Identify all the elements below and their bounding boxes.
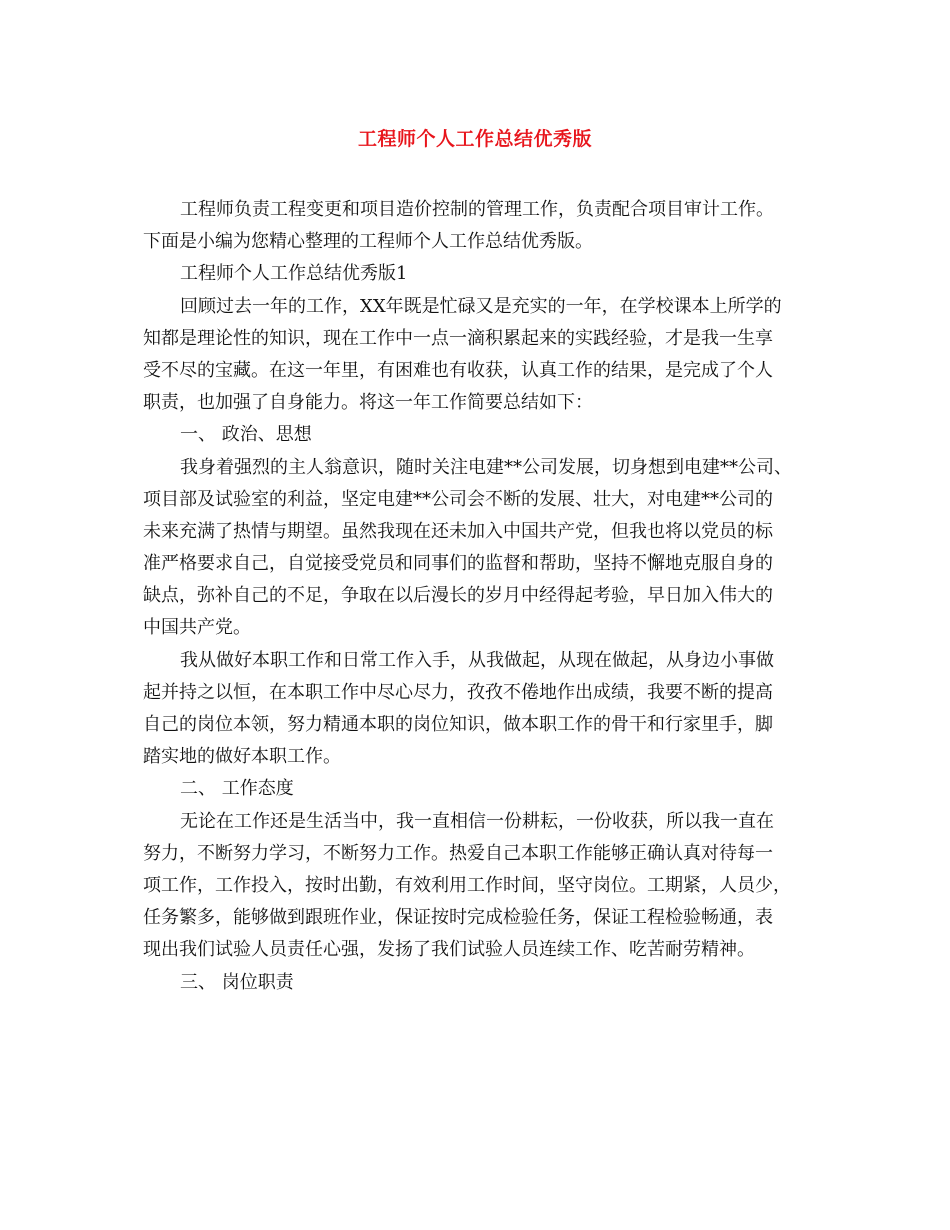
paragraph-line: 知都是理论性的知识，现在工作中一点一滴积累起来的实践经验，才是我一生享 — [143, 327, 773, 349]
paragraph-line: 工程师负责工程变更和项目造价控制的管理工作，负责配合项目审计工作。 — [180, 199, 774, 220]
paragraph-line: 缺点，弥补自己的不足，争取在以后漫长的岁月中经得起考验，早日加入伟大的 — [143, 585, 773, 607]
paragraph-line: 受不尽的宝藏。在这一年里，有困难也有收获，认真工作的结果，是完成了个人 — [143, 359, 773, 381]
section-heading: 二、 工作态度 — [180, 778, 294, 800]
document-body — [143, 194, 807, 999]
paragraph-line: 未来充满了热情与期望。虽然我现在还未加入中国共产党，但我也将以党员的标 — [143, 520, 773, 542]
paragraph-line: 任务繁多，能够做到跟班作业，保证按时完成检验任务，保证工程检验畅通，表 — [143, 907, 773, 929]
paragraph-line: 努力，不断努力学习，不断努力工作。热爱自己本职工作能够正确认真对待每一 — [143, 842, 773, 864]
paragraph-line: 职责，也加强了自身能力。将这一年工作简要总结如下： — [143, 392, 593, 414]
paragraph-line: 我从做好本职工作和日常工作入手，从我做起，从现在做起，从身边小事做 — [180, 649, 774, 671]
paragraph-line: 准严格要求自己，自觉接受党员和同事们的监督和帮助，坚持不懈地克服自身的 — [143, 553, 773, 575]
paragraph-line: 回顾过去一年的工作，XX年既是忙碌又是充实的一年，在学校课本上所学的 — [180, 295, 782, 317]
paragraph-line: 无论在工作还是生活当中，我一直相信一份耕耘，一份收获，所以我一直在 — [180, 810, 774, 832]
subtitle-line: 工程师个人工作总结优秀版1 — [180, 263, 408, 285]
paragraph-line: 起并持之以恒，在本职工作中尽心尽力，孜孜不倦地作出成绩，我要不断的提高 — [143, 681, 773, 703]
section-heading: 一、 政治、思想 — [180, 424, 312, 446]
paragraph-line: 中国共产党。 — [143, 617, 251, 639]
paragraph-line: 我身着强烈的主人翁意识，随时关注电建**公司发展，切身想到电建**公司、 — [180, 456, 792, 478]
paragraph-line: 下面是小编为您精心整理的工程师个人工作总结优秀版。 — [143, 231, 593, 253]
paragraph-line: 自己的岗位本领，努力精通本职的岗位知识，做本职工作的骨干和行家里手，脚 — [143, 714, 773, 735]
paragraph-line: 项工作，工作投入，按时出勤，有效利用工作时间，坚守岗位。工期紧，人员少， — [143, 874, 791, 896]
paragraph-line: 踏实地的做好本职工作。 — [143, 746, 341, 768]
paragraph-line: 现出我们试验人员责任心强，发扬了我们试验人员连续工作、吃苦耐劳精神。 — [143, 939, 755, 961]
paragraph-line: 项目部及试验室的利益，坚定电建**公司会不断的发展、壮大，对电建**公司的 — [143, 488, 773, 510]
document-title: 工程师个人工作总结优秀版 — [357, 128, 592, 150]
section-heading: 三、 岗位职责 — [180, 971, 294, 993]
